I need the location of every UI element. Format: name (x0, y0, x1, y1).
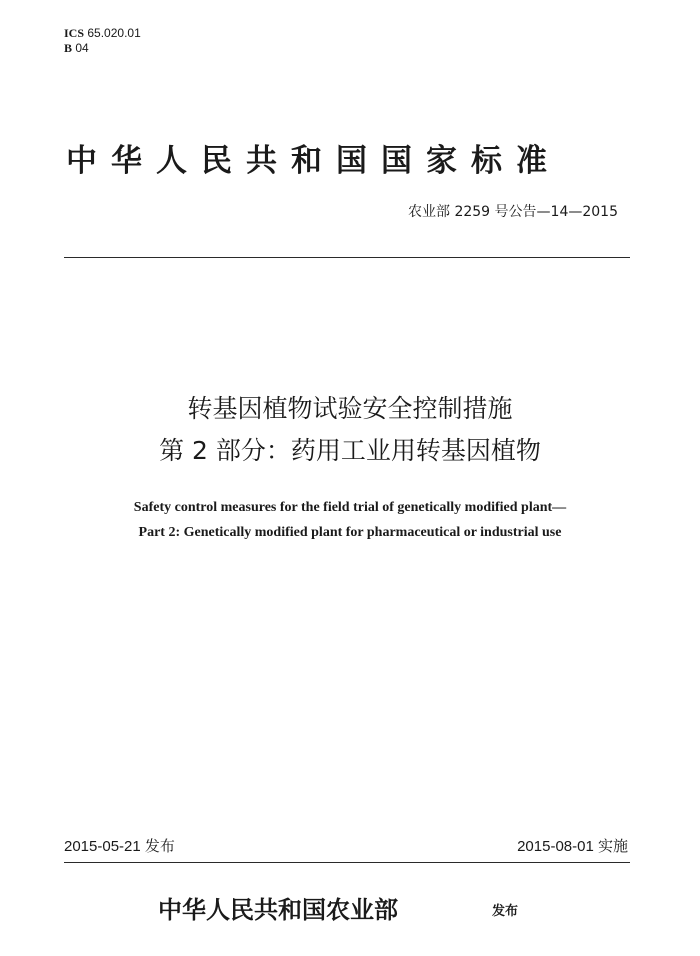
standard-number: 农业部 2259 号公告—14—2015 (408, 204, 618, 220)
document-title-cn-line2: 第 2 部分：药用工业用转基因植物 (159, 436, 541, 465)
ccs-value: 04 (75, 41, 89, 55)
issue-date: 2015-05-21 发布 (64, 838, 175, 855)
implementation-date: 2015-08-01 实施 (517, 838, 628, 855)
document-title-en-line2: Part 2: Genetically modified plant for pharmaceutical or industrial use (138, 525, 562, 540)
ics-code-line (64, 26, 141, 41)
ccs-label: B (64, 41, 73, 55)
top-divider (64, 257, 630, 258)
classification-codes (64, 26, 141, 56)
bottom-divider (64, 862, 630, 863)
ics-label: ICS (64, 26, 85, 40)
ccs-code-line (64, 41, 141, 56)
issuing-authority-suffix: 发布 (492, 904, 519, 919)
ics-value: 65.020.01 (87, 26, 141, 40)
document-title-cn-line1: 转基因植物试验安全控制措施 (187, 394, 513, 423)
issuing-authority: 中华人民共和国农业部 (158, 895, 398, 924)
standard-type-title: 中华人民共和国国家标准 (66, 143, 561, 179)
document-title-en-line1: Safety control measures for the field trial of genetically modified plant— (133, 500, 567, 515)
